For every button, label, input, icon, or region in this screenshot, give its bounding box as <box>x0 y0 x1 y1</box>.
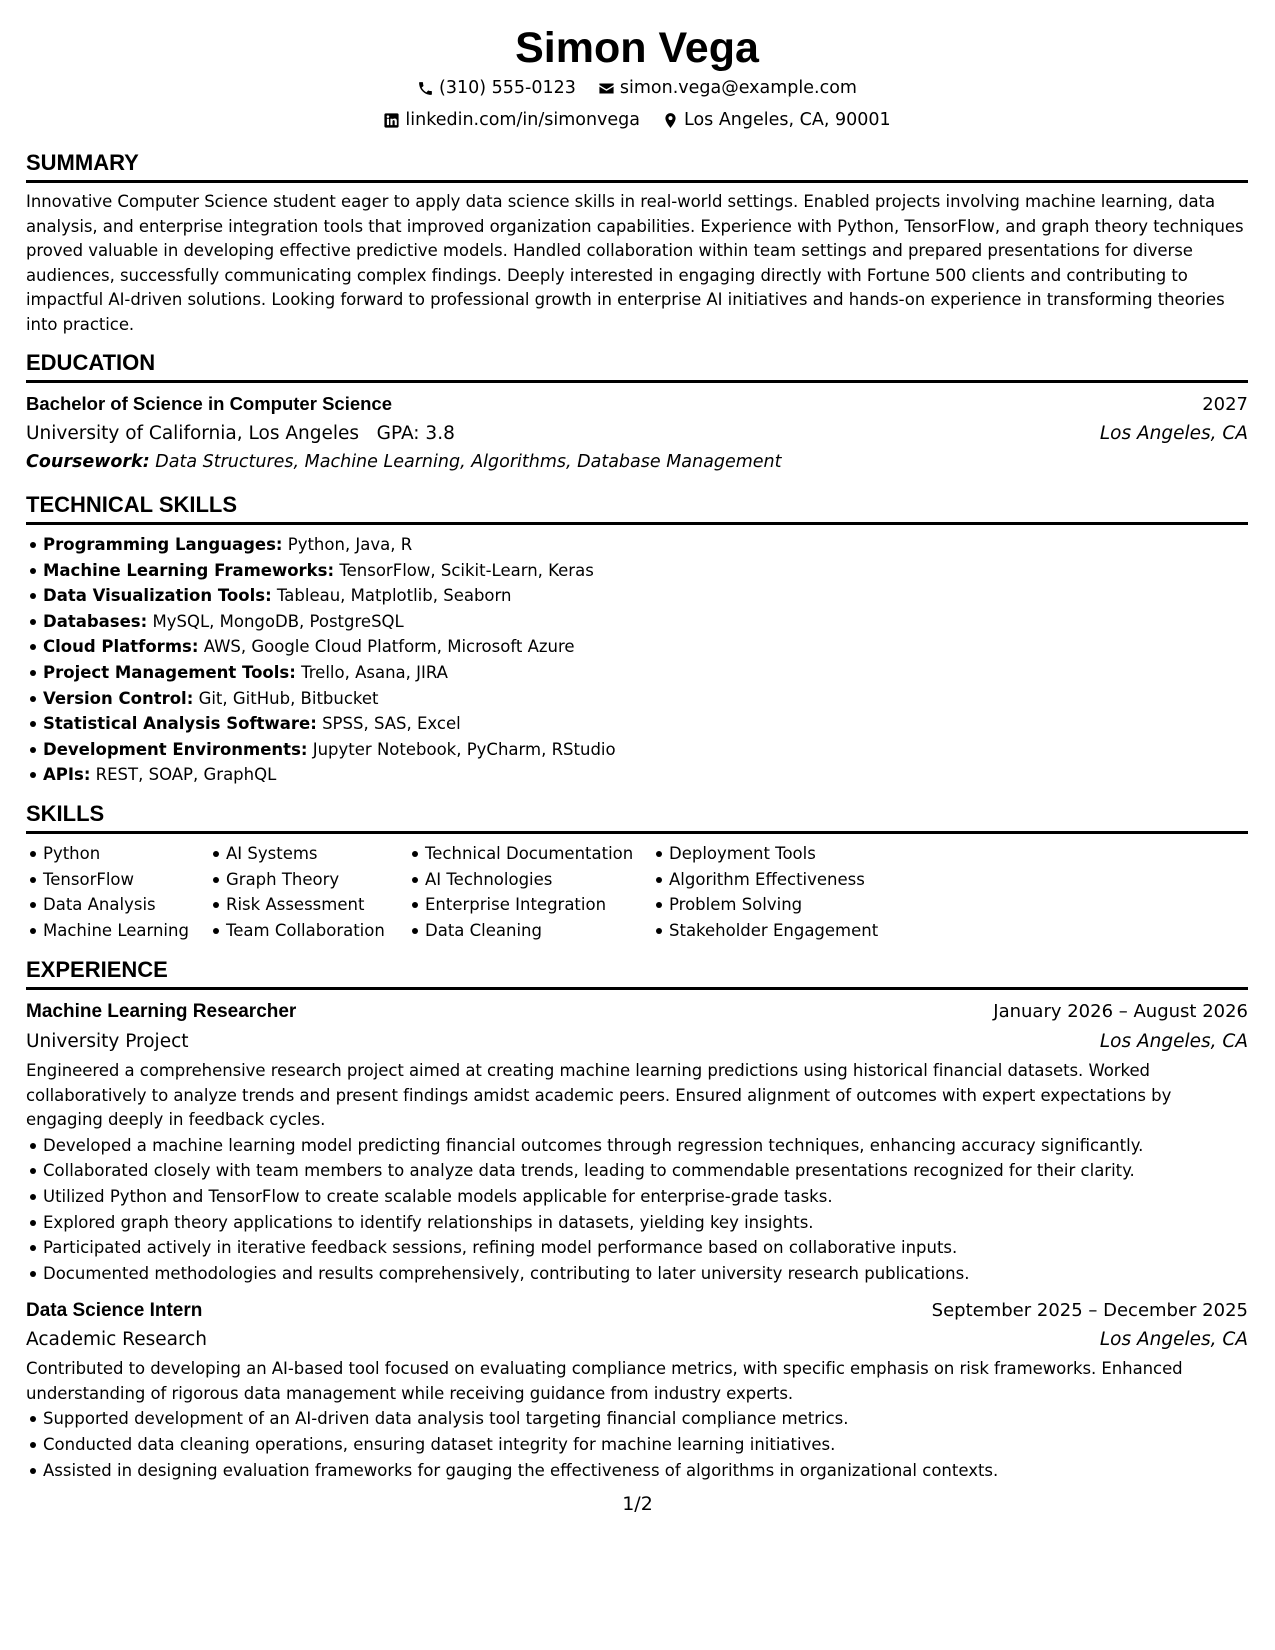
page-number: 1/2 <box>622 1493 653 1515</box>
skill-item: Deployment Tools <box>669 841 969 867</box>
degree-row <box>26 390 1248 419</box>
job-subheader <box>26 1325 1248 1354</box>
technical-skills-section <box>26 492 1248 788</box>
school-row <box>26 419 1248 448</box>
tech-skill-item: Project Management Tools: Trello, Asana, JIRA <box>43 660 1248 686</box>
degree-title: Bachelor of Science in Computer Science <box>26 393 392 414</box>
job-bullet: Conducted data cleaning operations, ensuring dataset integrity for machine learning initiatives. <box>43 1432 1248 1458</box>
resume-page <box>26 20 1248 1483</box>
tech-skill-item: APIs: REST, SOAP, GraphQL <box>43 762 1248 788</box>
job-location: Los Angeles, CA <box>1099 1329 1248 1351</box>
linkedin-icon <box>383 112 400 129</box>
coursework-line <box>26 448 1248 477</box>
skills-section <box>26 801 1248 943</box>
skill-item: Algorithm Effectiveness <box>669 867 969 893</box>
skill-item: Problem Solving <box>669 892 969 918</box>
job-bullet: Explored graph theory applications to identify relationships in datasets, yielding key insights. <box>43 1210 1248 1236</box>
skills-column-4 <box>652 841 969 943</box>
tech-skill-item: Development Environments: Jupyter Notebook, PyCharm, RStudio <box>43 737 1248 763</box>
skill-item: Data Analysis <box>43 892 209 918</box>
linkedin-link[interactable]: linkedin.com/in/simonvega <box>405 110 640 130</box>
skill-item: Stakeholder Engagement <box>669 918 969 944</box>
skill-item: AI Technologies <box>425 867 652 893</box>
tech-skill-item: Programming Languages: Python, Java, R <box>43 532 1248 558</box>
job-header <box>26 997 1248 1026</box>
candidate-name: Simon Vega <box>515 24 759 72</box>
job-org: University Project <box>26 1031 189 1053</box>
phone-text: (310) 555-0123 <box>439 78 576 98</box>
job-bullet: Developed a machine learning model predicting financial outcomes through regression techniques, enhancing accuracy significantly. <box>43 1133 1248 1159</box>
contact-row-1 <box>26 76 1248 100</box>
job-header <box>26 1296 1248 1325</box>
phone-icon <box>417 80 434 97</box>
school-name: University of California, Los Angeles <box>26 423 360 444</box>
job-subheader <box>26 1026 1248 1057</box>
contact-row-2 <box>26 108 1248 132</box>
skills-column-1 <box>26 841 209 943</box>
skills-grid <box>26 841 1248 943</box>
coursework-list: Data Structures, Machine Learning, Algorithms, Database Management <box>155 452 782 472</box>
skill-item: Python <box>43 841 209 867</box>
skill-item: Data Cleaning <box>425 918 652 944</box>
experience-section <box>26 957 1248 1483</box>
school-location: Los Angeles, CA <box>1099 423 1248 444</box>
map-pin-icon <box>662 112 679 129</box>
technical-skills-heading: TECHNICAL SKILLS <box>26 492 1248 525</box>
job-entry <box>26 997 1248 1286</box>
email-contact[interactable] <box>598 76 857 100</box>
tech-skill-item: Data Visualization Tools: Tableau, Matplotlib, Seaborn <box>43 583 1248 609</box>
tech-skill-item: Databases: MySQL, MongoDB, PostgreSQL <box>43 609 1248 635</box>
location-text: Los Angeles, CA, 90001 <box>684 110 891 130</box>
skills-column-2 <box>209 841 408 943</box>
phone-contact <box>417 76 576 100</box>
gpa: GPA: 3.8 <box>376 423 455 444</box>
job-bullet: Collaborated closely with team members to analyze data trends, leading to commendable presentations recognized for their clarity. <box>43 1158 1248 1184</box>
envelope-icon <box>598 80 615 97</box>
job-bullet: Documented methodologies and results comprehensively, contributing to later university research publications. <box>43 1261 1248 1287</box>
job-bullets <box>26 1406 1248 1483</box>
location-contact <box>662 108 891 132</box>
job-bullets <box>26 1133 1248 1287</box>
skill-item: Graph Theory <box>226 867 408 893</box>
graduation-year: 2027 <box>1202 394 1248 415</box>
tech-skill-item: Statistical Analysis Software: SPSS, SAS, Excel <box>43 711 1248 737</box>
job-org: Academic Research <box>26 1329 208 1351</box>
job-summary: Contributed to developing an AI-based tool focused on evaluating compliance metrics, with specific emphasis on risk frameworks. Enhanced understanding of rigorous data management while receiving guidance from industry experts. <box>26 1359 1183 1403</box>
summary-text: Innovative Computer Science student eager to apply data science skills in real-world settings. Enabled projects involving machine learning, data analysis, and enterprise integration tools that improved organization capabilities. Experience with Python, TensorFlow, and graph theory techniques proved valuable in developing effective predictive models. Handled collaboration within team settings and prepared presentations for diverse audiences, successfully communicating complex findings. Deeply interested in engaging directly with Fortune 500 clients and contributing to impactful AI-driven solutions. Looking forward to professional growth in enterprise AI initiatives and hands-on experience in transforming theories into practice. <box>26 192 1244 334</box>
skills-heading: SKILLS <box>26 801 1248 834</box>
job-bullet: Supported development of an AI-driven data analysis tool targeting financial compliance metrics. <box>43 1406 1248 1432</box>
experience-heading: EXPERIENCE <box>26 957 1248 990</box>
job-dates: September 2025 – December 2025 <box>931 1300 1248 1322</box>
skill-item: Team Collaboration <box>226 918 408 944</box>
skill-item: Machine Learning <box>43 918 209 944</box>
skill-item: Risk Assessment <box>226 892 408 918</box>
skill-item: Technical Documentation <box>425 841 652 867</box>
education-heading: EDUCATION <box>26 350 1248 383</box>
tech-skill-item: Machine Learning Frameworks: TensorFlow, Scikit-Learn, Keras <box>43 558 1248 584</box>
job-bullet: Utilized Python and TensorFlow to create scalable models applicable for enterprise-grade tasks. <box>43 1184 1248 1210</box>
summary-section <box>26 150 1248 337</box>
job-bullet: Assisted in designing evaluation frameworks for gauging the effectiveness of algorithms in organizational contexts. <box>43 1458 1248 1484</box>
job-location: Los Angeles, CA <box>1099 1031 1248 1053</box>
coursework-label: Coursework: <box>26 452 150 472</box>
summary-heading: SUMMARY <box>26 150 1248 183</box>
job-title: Machine Learning Researcher <box>26 1001 297 1023</box>
job-dates: January 2026 – August 2026 <box>993 1001 1248 1023</box>
job-entry <box>26 1296 1248 1483</box>
job-summary: Engineered a comprehensive research project aimed at creating machine learning predictions using historical financial datasets. Worked collaboratively to analyze trends and present findings amidst academic peers. Ensured alignment of outcomes with expert expectations by engaging deeply in feedback cycles. <box>26 1061 1172 1130</box>
skill-item: TensorFlow <box>43 867 209 893</box>
email-link[interactable]: simon.vega@example.com <box>619 78 857 98</box>
linkedin-contact[interactable] <box>383 108 640 132</box>
technical-skills-list <box>26 532 1248 788</box>
skills-column-3 <box>408 841 652 943</box>
tech-skill-item: Cloud Platforms: AWS, Google Cloud Platform, Microsoft Azure <box>43 634 1248 660</box>
job-title: Data Science Intern <box>26 1300 203 1322</box>
skill-item: Enterprise Integration <box>425 892 652 918</box>
skill-item: AI Systems <box>226 841 408 867</box>
school-info <box>26 419 455 448</box>
education-section <box>26 350 1248 477</box>
tech-skill-item: Version Control: Git, GitHub, Bitbucket <box>43 686 1248 712</box>
job-bullet: Participated actively in iterative feedback sessions, refining model performance based on collaborative inputs. <box>43 1235 1248 1261</box>
